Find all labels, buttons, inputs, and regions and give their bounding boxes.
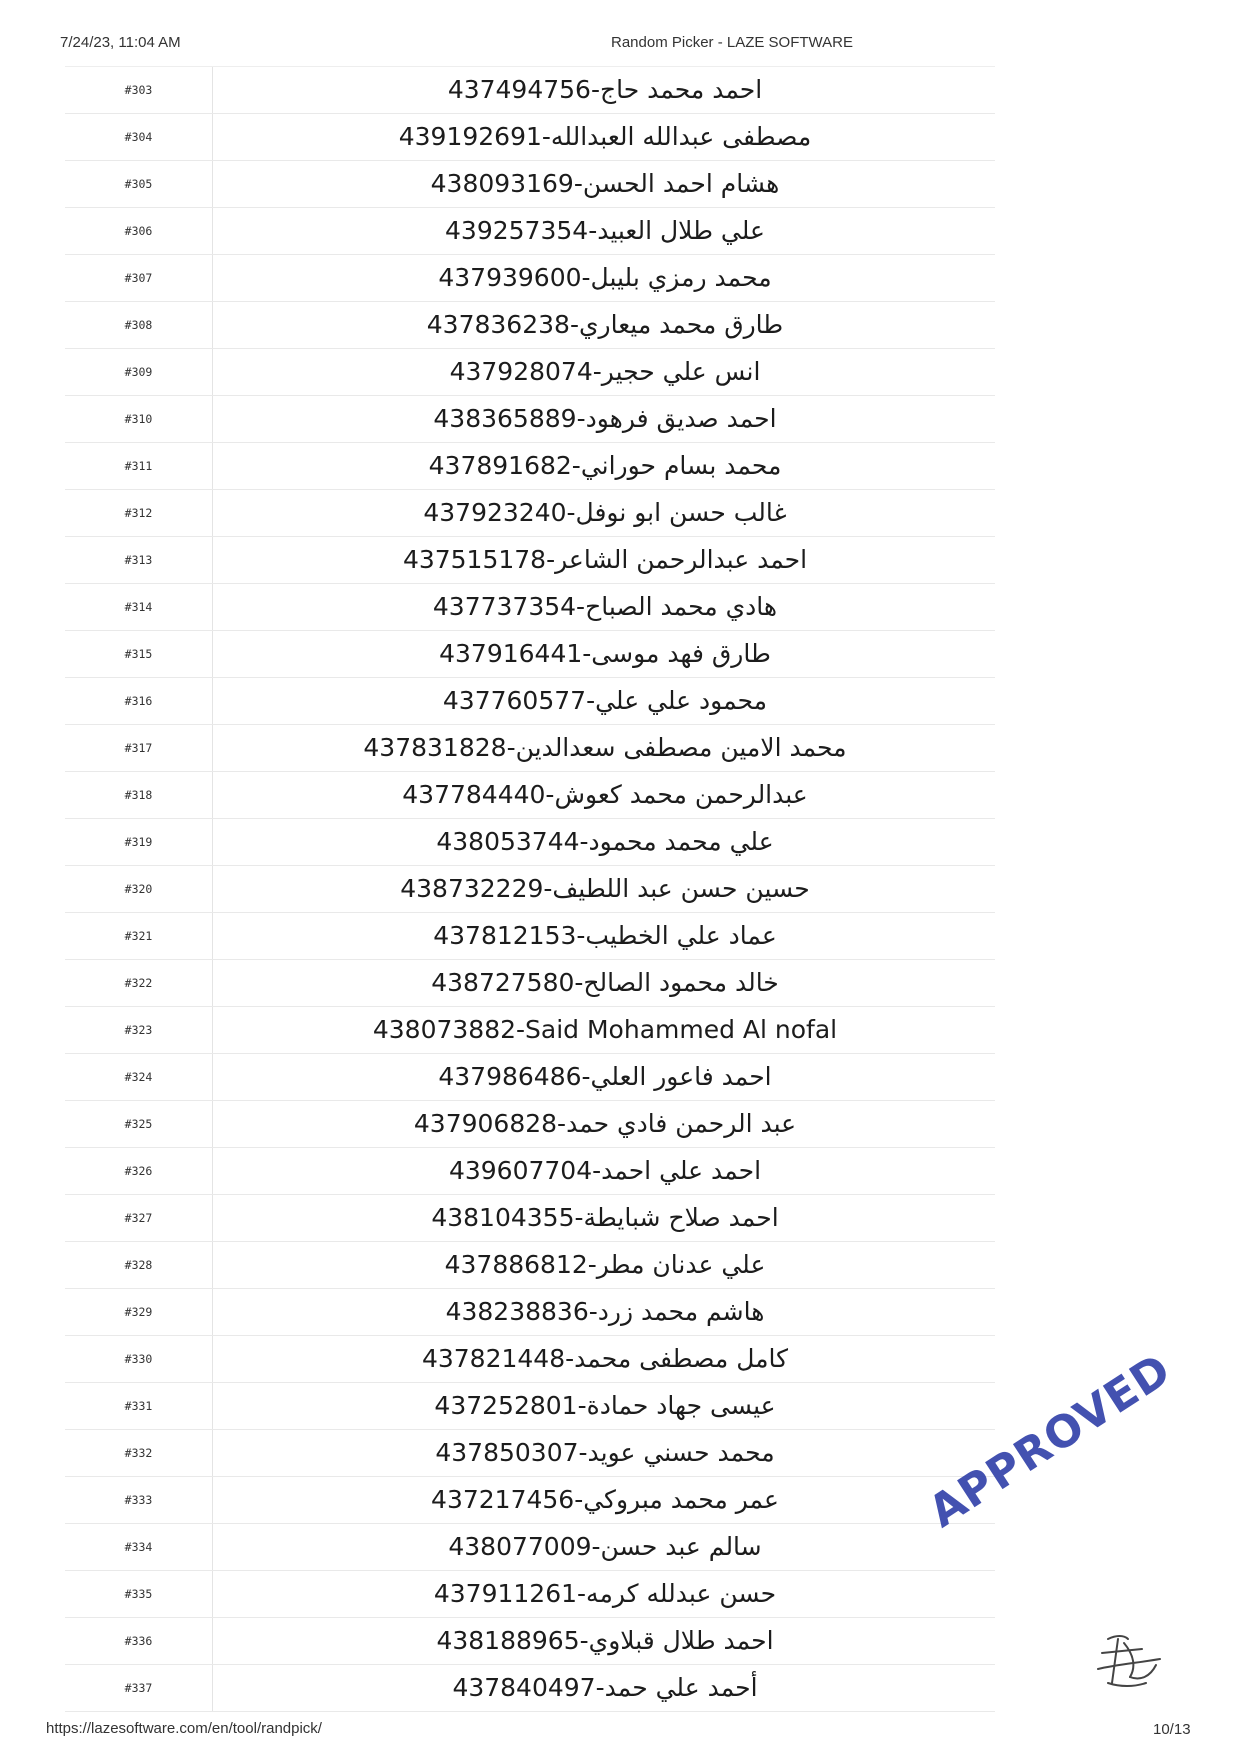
table-row [65, 772, 995, 819]
page-title: Random Picker - LAZE SOFTWARE [611, 34, 853, 51]
row-entry: محمد رمزي بليبل-437939600 [438, 263, 772, 292]
row-entry: محمد الامين مصطفى سعدالدين-437831828 [363, 733, 847, 762]
table-row [65, 678, 995, 725]
column-divider [212, 1101, 213, 1147]
row-number: #317 [124, 741, 153, 755]
page-number: 10/13 [1153, 1721, 1191, 1738]
column-divider [212, 960, 213, 1006]
row-entry: هشام احمد الحسن-438093169 [430, 169, 780, 198]
table-row [65, 631, 995, 678]
column-divider [212, 678, 213, 724]
row-entry: حسين حسن عبد اللطيف-438732229 [400, 874, 810, 903]
row-entry: علي محمد محمود-438053744 [436, 827, 774, 856]
row-number: #326 [124, 1164, 153, 1178]
row-number: #335 [124, 1587, 153, 1601]
column-divider [212, 208, 213, 254]
table-row [65, 1101, 995, 1148]
row-entry: محمد بسام حوراني-437891682 [428, 451, 782, 480]
table-row [65, 1148, 995, 1195]
row-number: #322 [124, 976, 153, 990]
approved-stamp: APPROVED [920, 1343, 1181, 1538]
row-number: #305 [124, 177, 153, 191]
table-row [65, 443, 995, 490]
row-entry: 438073882-Said Mohammed Al nofal [372, 1015, 838, 1044]
table-row [65, 1477, 995, 1524]
row-number: #321 [124, 929, 153, 943]
column-divider [212, 1289, 213, 1335]
row-entry: احمد طلال قبلاوي-438188965 [436, 1626, 774, 1655]
row-entry: طارق محمد ميعاري-437836238 [426, 310, 784, 339]
row-entry: هاشم محمد زرد-438238836 [445, 1297, 765, 1326]
column-divider [212, 1524, 213, 1570]
row-entry: احمد صلاح شبايطة-438104355 [431, 1203, 779, 1232]
row-number: #310 [124, 412, 153, 426]
table-row [65, 1054, 995, 1101]
table-row [65, 1430, 995, 1477]
table-row [65, 255, 995, 302]
row-number: #328 [124, 1258, 153, 1272]
table-row [65, 584, 995, 631]
table-row [65, 960, 995, 1007]
row-number: #307 [124, 271, 153, 285]
column-divider [212, 1007, 213, 1053]
results-table [65, 66, 995, 1712]
row-entry: عبد الرحمن فادي حمد-437906828 [413, 1109, 797, 1138]
row-entry: انس علي حجير-437928074 [449, 357, 761, 386]
column-divider [212, 114, 213, 160]
table-row [65, 1618, 995, 1665]
row-number: #308 [124, 318, 153, 332]
row-number: #325 [124, 1117, 153, 1131]
column-divider [212, 255, 213, 301]
row-entry: أحمد علي حمد-437840497 [452, 1673, 758, 1702]
table-row [65, 1571, 995, 1618]
column-divider [212, 490, 213, 536]
column-divider [212, 349, 213, 395]
table-row [65, 349, 995, 396]
table-row [65, 490, 995, 537]
column-divider [212, 1336, 213, 1382]
column-divider [212, 1665, 213, 1711]
row-number: #323 [124, 1023, 153, 1037]
table-row [65, 1383, 995, 1430]
table-row [65, 1007, 995, 1054]
row-entry: احمد عبدالرحمن الشاعر-437515178 [402, 545, 808, 574]
table-row [65, 1242, 995, 1289]
table-row [65, 725, 995, 772]
row-entry: عبدالرحمن محمد كعوش-437784440 [402, 780, 808, 809]
source-url: https://lazesoftware.com/en/tool/randpick/ [46, 1720, 322, 1737]
row-number: #330 [124, 1352, 153, 1366]
row-entry: احمد محمد حاج-437494756 [447, 75, 763, 104]
column-divider [212, 1430, 213, 1476]
row-number: #334 [124, 1540, 153, 1554]
column-divider [212, 1148, 213, 1194]
row-number: #337 [124, 1681, 153, 1695]
signature-icon [1090, 1625, 1170, 1695]
column-divider [212, 396, 213, 442]
column-divider [212, 302, 213, 348]
table-row [65, 302, 995, 349]
column-divider [212, 631, 213, 677]
row-entry: علي طلال العبيد-439257354 [445, 216, 765, 245]
table-row [65, 208, 995, 255]
row-number: #306 [124, 224, 153, 238]
table-row [65, 819, 995, 866]
column-divider [212, 1477, 213, 1523]
row-entry: محمود علي علي-437760577 [442, 686, 768, 715]
row-number: #332 [124, 1446, 153, 1460]
row-number: #333 [124, 1493, 153, 1507]
row-number: #303 [124, 83, 153, 97]
column-divider [212, 161, 213, 207]
row-number: #327 [124, 1211, 153, 1225]
table-row [65, 161, 995, 208]
row-entry: هادي محمد الصباح-437737354 [432, 592, 778, 621]
table-row [65, 913, 995, 960]
row-number: #320 [124, 882, 153, 896]
column-divider [212, 819, 213, 865]
row-number: #315 [124, 647, 153, 661]
table-row [65, 66, 995, 114]
column-divider [212, 913, 213, 959]
column-divider [212, 584, 213, 630]
row-number: #318 [124, 788, 153, 802]
row-entry: عمر محمد مبروكي-437217456 [431, 1485, 779, 1514]
row-number: #316 [124, 694, 153, 708]
row-number: #324 [124, 1070, 153, 1084]
table-row [65, 866, 995, 913]
row-number: #329 [124, 1305, 153, 1319]
row-entry: احمد صديق فرهود-438365889 [433, 404, 777, 433]
row-entry: طارق فهد موسى-437916441 [439, 639, 771, 668]
row-entry: سالم عبد حسن-438077009 [448, 1532, 762, 1561]
row-entry: عيسى جهاد حمادة-437252801 [434, 1391, 776, 1420]
row-entry: احمد علي احمد-439607704 [448, 1156, 762, 1185]
row-entry: غالب حسن ابو نوفل-437923240 [423, 498, 787, 527]
table-row [65, 1336, 995, 1383]
row-number: #309 [124, 365, 153, 379]
column-divider [212, 866, 213, 912]
row-entry: علي عدنان مطر-437886812 [444, 1250, 766, 1279]
row-number: #311 [124, 459, 153, 473]
column-divider [212, 443, 213, 489]
column-divider [212, 772, 213, 818]
row-number: #336 [124, 1634, 153, 1648]
table-row [65, 114, 995, 161]
column-divider [212, 1571, 213, 1617]
column-divider [212, 1618, 213, 1664]
table-row [65, 1195, 995, 1242]
row-number: #314 [124, 600, 153, 614]
row-entry: خالد محمود الصالح-438727580 [431, 968, 779, 997]
column-divider [212, 1383, 213, 1429]
row-entry: كامل مصطفى محمد-437821448 [421, 1344, 789, 1373]
table-row [65, 1289, 995, 1336]
row-number: #312 [124, 506, 153, 520]
row-entry: عماد علي الخطيب-437812153 [433, 921, 777, 950]
print-datetime: 7/24/23, 11:04 AM [60, 34, 181, 51]
column-divider [212, 1195, 213, 1241]
column-divider [212, 537, 213, 583]
table-row [65, 537, 995, 584]
row-number: #313 [124, 553, 153, 567]
row-entry: محمد حسني عويد-437850307 [435, 1438, 775, 1467]
column-divider [212, 1054, 213, 1100]
table-row [65, 396, 995, 443]
row-entry: احمد فاعور العلي-437986486 [438, 1062, 772, 1091]
table-row [65, 1524, 995, 1571]
row-entry: مصطفى عبدالله العبدالله-439192691 [398, 122, 812, 151]
row-number: #331 [124, 1399, 153, 1413]
column-divider [212, 1242, 213, 1288]
row-number: #304 [124, 130, 153, 144]
column-divider [212, 67, 213, 113]
row-entry: حسن عبدلله كرمه-437911261 [433, 1579, 777, 1608]
row-number: #319 [124, 835, 153, 849]
table-row [65, 1665, 995, 1712]
column-divider [212, 725, 213, 771]
